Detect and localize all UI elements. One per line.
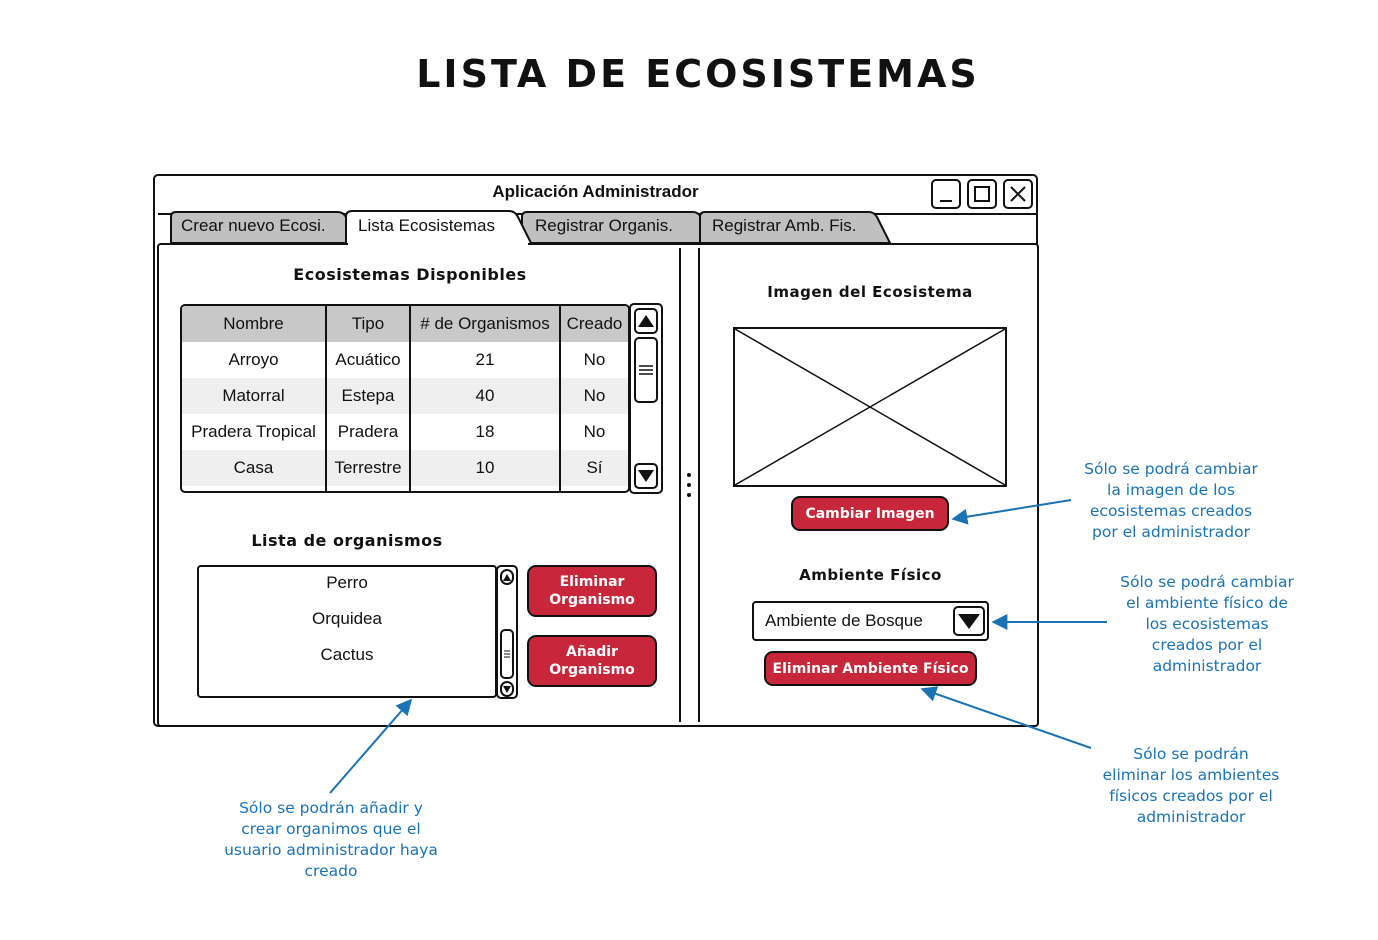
column-header[interactable]: # de Organismos — [410, 306, 560, 342]
window-title: Aplicación Administrador — [492, 182, 699, 201]
note-change-environment: Sólo se podrá cambiar el ambiente físico de los ecosistemas creados por el administrador — [1120, 573, 1294, 675]
change-image-button[interactable]: Cambiar Imagen — [791, 496, 949, 531]
cell-tipo: Pradera — [326, 414, 410, 450]
cell-tipo: Terrestre — [326, 450, 410, 486]
cell-nombre: Casa — [182, 450, 326, 486]
page-title: LISTA DE ECOSISTEMAS — [416, 52, 980, 96]
cell-creado: No — [583, 350, 606, 369]
column-header[interactable]: Creado — [560, 306, 628, 342]
cell-nombre: Pradera Tropical — [182, 414, 326, 450]
note-organisms: Sólo se podrán añadir y crear organimos que el usuario administrador haya creado — [224, 799, 438, 880]
tab-registrar-ambiente[interactable]: Registrar Amb. Fis. — [712, 216, 857, 235]
delete-organism-button[interactable]: Eliminar Organismo — [527, 565, 657, 617]
cell-nombre: Arroyo — [182, 342, 326, 378]
tab-crear-ecosistema[interactable]: Crear nuevo Ecosi. — [181, 216, 326, 235]
cell-organismos: 18 — [410, 414, 560, 450]
cell-tipo: Estepa — [326, 378, 410, 414]
image-heading: Imagen del Ecosistema — [767, 283, 973, 301]
cell-organismos: 40 — [410, 378, 560, 414]
cell-organismos: 10 — [410, 450, 560, 486]
cell-creado: No — [560, 378, 628, 414]
ecosystems-heading: Ecosistemas Disponibles — [293, 265, 527, 284]
cell-creado: No — [583, 422, 606, 441]
note-change-image: Sólo se podrá cambiar la imagen de los ecosistemas creados por el administrador — [1084, 460, 1258, 541]
cell-tipo: Acuático — [326, 342, 410, 378]
list-item[interactable]: Perro — [326, 573, 368, 592]
dropdown-selected-value: Ambiente de Bosque — [765, 611, 923, 630]
cell-creado: Sí — [560, 450, 628, 486]
add-organism-button[interactable]: Añadir Organismo — [527, 635, 657, 687]
tab-lista-ecosistemas[interactable]: Lista Ecosistemas — [358, 216, 495, 235]
column-header[interactable]: Nombre — [182, 306, 326, 342]
list-item[interactable]: Cactus — [320, 645, 374, 664]
organisms-heading: Lista de organismos — [251, 531, 443, 550]
cell-organismos: 21 — [410, 342, 560, 378]
list-item[interactable]: Orquidea — [312, 609, 382, 628]
cell-nombre: Matorral — [182, 378, 326, 414]
tab-registrar-organismos[interactable]: Registrar Organis. — [535, 216, 673, 235]
environment-heading: Ambiente Físico — [799, 566, 942, 584]
column-header[interactable]: Tipo — [326, 306, 410, 342]
note-delete-environment: Sólo se podrán eliminar los ambientes físicos creados por el administrador — [1102, 745, 1280, 826]
delete-environment-button[interactable]: Eliminar Ambiente Físico — [764, 651, 977, 686]
